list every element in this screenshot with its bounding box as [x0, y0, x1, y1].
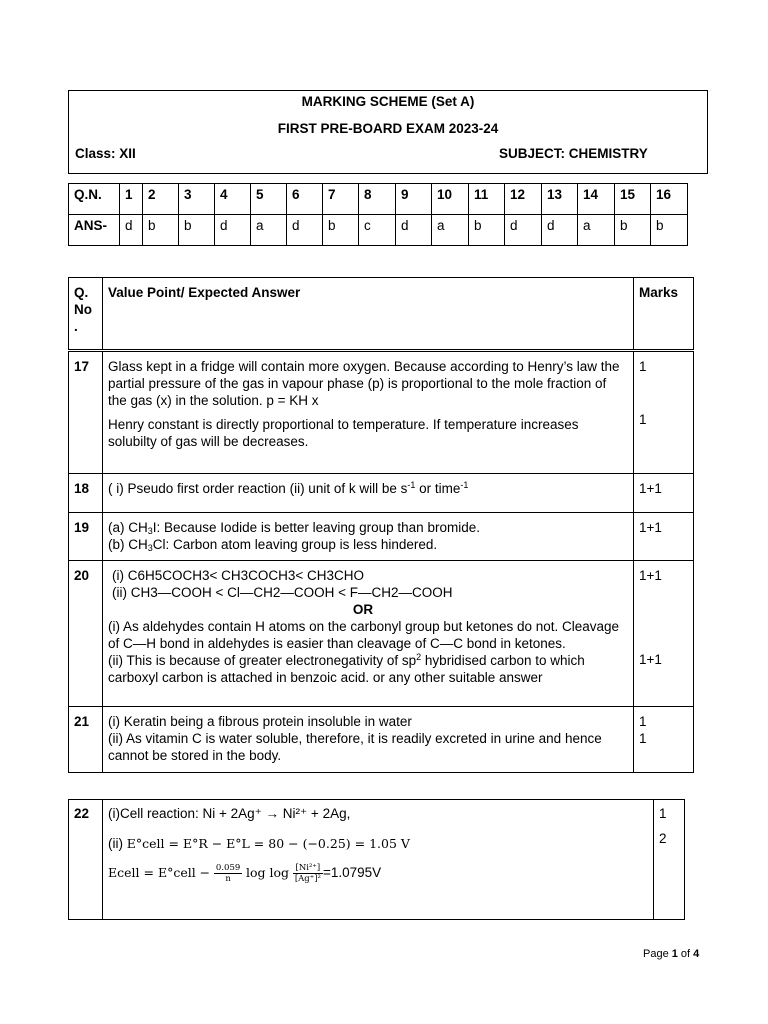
page-of: of [677, 948, 694, 960]
table-row-q17 [69, 351, 694, 474]
ans-cell: a [432, 215, 469, 246]
col-qno-label: Q. No . [74, 285, 92, 334]
superscript: -1 [407, 480, 416, 490]
question-number-row [69, 184, 688, 215]
qn-cell: 6 [287, 184, 323, 215]
question-number: 20 [69, 561, 103, 707]
ans-cell: d [287, 215, 323, 246]
marks-cell [634, 707, 694, 773]
marks-value: 1+1 [639, 568, 662, 583]
marks-cell [634, 561, 694, 707]
col-qno-header [69, 278, 103, 351]
answer-text: or time [415, 481, 461, 496]
answer-cell [103, 474, 634, 513]
ans-cell: b [323, 215, 359, 246]
marks-value: 1 [639, 412, 647, 427]
question-number: 17 [69, 351, 103, 474]
nernst-lhs: Ecell = E°cell − [108, 865, 211, 881]
marks-value: 2 [659, 831, 667, 846]
marking-table [68, 277, 694, 773]
cell-reaction: (i)Cell reaction: Ni + 2Ag⁺ → Ni²⁺ + 2Ag, [108, 806, 351, 821]
fraction-denominator: [Ag⁺]² [294, 874, 321, 884]
question-number: 18 [69, 474, 103, 513]
answer-line: (ii) CH3—COOH < Cl—CH2—COOH < F—CH2—COOH [112, 585, 453, 600]
superscript: 2 [416, 652, 422, 662]
subject-label: SUBJECT: CHEMISTRY [499, 146, 648, 161]
answer-cell [103, 707, 634, 773]
subscript: 3 [147, 526, 153, 536]
equation-prefix: (ii) [108, 836, 123, 851]
ans-cell: a [578, 215, 615, 246]
col-answer-header: Value Point/ Expected Answer [103, 278, 634, 351]
page-footer [643, 948, 699, 960]
qn-cell: 3 [179, 184, 215, 215]
answer-cell [103, 800, 654, 920]
answer-line: (i) C6H5COCH3< CH3COCH3< CH3CHO [112, 568, 365, 583]
question-number: 21 [69, 707, 103, 773]
page-prefix: Page [643, 948, 672, 960]
equation-line [108, 836, 648, 851]
table-row-q21 [69, 707, 694, 773]
ans-cell: c [359, 215, 396, 246]
answer-line: (ii) As vitamin C is water soluble, therefore, it is readily excreted in urine and hence cannot be stored in the body. [108, 731, 602, 763]
page-total: 4 [693, 948, 700, 960]
answer-key-table [68, 183, 688, 246]
marks-value: 1+1 [639, 652, 662, 667]
ans-cell: d [542, 215, 578, 246]
answer-text: (a) CH [108, 520, 148, 535]
answer-row [69, 215, 688, 246]
answer-paragraph: (i) As aldehydes contain H atoms on the carbonyl group but ketones do not. Cleavage of C—H bond in aldehydes is easier than cleavage of C—C bond in ketones. [108, 619, 620, 651]
concentration-ratio [293, 863, 323, 884]
superscript: -1 [460, 480, 469, 490]
answer-text: hybridised carbon to which carboxyl carbon is attached in benzoic acid. or any other suitable answer [108, 653, 585, 685]
qn-cell: 15 [615, 184, 651, 215]
table-row-q18 [69, 474, 694, 513]
answer-paragraph [108, 652, 628, 686]
qn-cell: 2 [143, 184, 179, 215]
header-box [68, 90, 708, 174]
q22-table [68, 799, 685, 920]
answer-text: Cl: Carbon atom leaving group is less hindered. [152, 537, 438, 552]
answer-paragraph: Henry constant is directly proportional to temperature. If temperature increases solubilty of gas will be decreases. [108, 417, 579, 449]
qn-cell: 5 [251, 184, 287, 215]
nernst-coefficient [214, 863, 242, 884]
ans-cell: a [251, 215, 287, 246]
answer-line [108, 519, 628, 536]
qn-cell: 16 [651, 184, 688, 215]
fraction-denominator: n [225, 874, 231, 884]
answer-cell [103, 351, 634, 474]
ans-cell: b [615, 215, 651, 246]
fraction-numerator: 0.059 [215, 863, 241, 873]
marks-value: 1+1 [634, 513, 694, 561]
qn-cell: 11 [469, 184, 505, 215]
answer-text: (b) CH [108, 537, 148, 552]
marks-value: 1+1 [634, 474, 694, 513]
marks-cell [654, 800, 685, 920]
qn-label: Q.N. [69, 184, 120, 215]
nernst-result: =1.0795V [322, 865, 382, 881]
exam-title: FIRST PRE-BOARD EXAM 2023-24 [277, 121, 499, 136]
qn-cell: 7 [323, 184, 359, 215]
subscript: 3 [147, 543, 153, 553]
qn-cell: 9 [396, 184, 432, 215]
answer-line: (i) Keratin being a fibrous protein insoluble in water [108, 714, 412, 729]
answer-paragraph: Glass kept in a fridge will contain more oxygen. Because according to Henry’s law the partial pressure of the gas in vapour phase (p) is proportional to the mole fraction of the gas (x) in the solution. p = KH x [108, 359, 620, 408]
cell-potential-equation: E°cell = E°R − E°L = 80 − (−0.25) = 1.05 V [126, 836, 410, 851]
answer-cell [103, 561, 634, 707]
ans-cell: b [469, 215, 505, 246]
ans-cell: b [651, 215, 688, 246]
ans-cell: d [215, 215, 251, 246]
ans-cell: b [179, 215, 215, 246]
table-row-q22 [69, 800, 685, 920]
table-row-q20 [69, 561, 694, 707]
log-term: log log [246, 865, 290, 881]
qn-cell: 10 [432, 184, 469, 215]
answer-text: I: Because Iodide is better leaving group than bromide. [152, 520, 480, 535]
marks-value: 1 [639, 714, 647, 729]
marks-cell [634, 351, 694, 474]
col-marks-header: Marks [634, 278, 694, 351]
answer-text: (ii) This is because of greater electronegativity of sp [108, 653, 417, 668]
marks-value: 1 [639, 359, 647, 374]
question-number: 22 [69, 800, 103, 920]
ans-cell: d [120, 215, 143, 246]
qn-cell: 4 [215, 184, 251, 215]
answer-line [108, 536, 628, 553]
nernst-equation [108, 863, 648, 884]
table-row-q19 [69, 513, 694, 561]
marks-value: 1 [639, 731, 647, 746]
ans-cell: d [396, 215, 432, 246]
question-number: 19 [69, 513, 103, 561]
qn-cell: 8 [359, 184, 396, 215]
ans-label: ANS- [69, 215, 120, 246]
qn-cell: 12 [505, 184, 542, 215]
answer-text: ( i) Pseudo first order reaction (ii) unit of k will be s [108, 481, 408, 496]
ans-cell: d [505, 215, 542, 246]
qn-cell: 14 [578, 184, 615, 215]
qn-cell: 13 [542, 184, 578, 215]
marks-value: 1 [659, 806, 667, 821]
page-number: 1 [671, 948, 678, 960]
answer-cell [103, 513, 634, 561]
fraction-numerator: [Ni²⁺] [293, 863, 323, 874]
class-label: Class: XII [75, 146, 136, 161]
ans-cell: b [143, 215, 179, 246]
or-divider: OR [352, 602, 374, 617]
table-header-row [69, 278, 694, 351]
document-title: MARKING SCHEME (Set A) [301, 94, 475, 109]
qn-cell: 1 [120, 184, 143, 215]
